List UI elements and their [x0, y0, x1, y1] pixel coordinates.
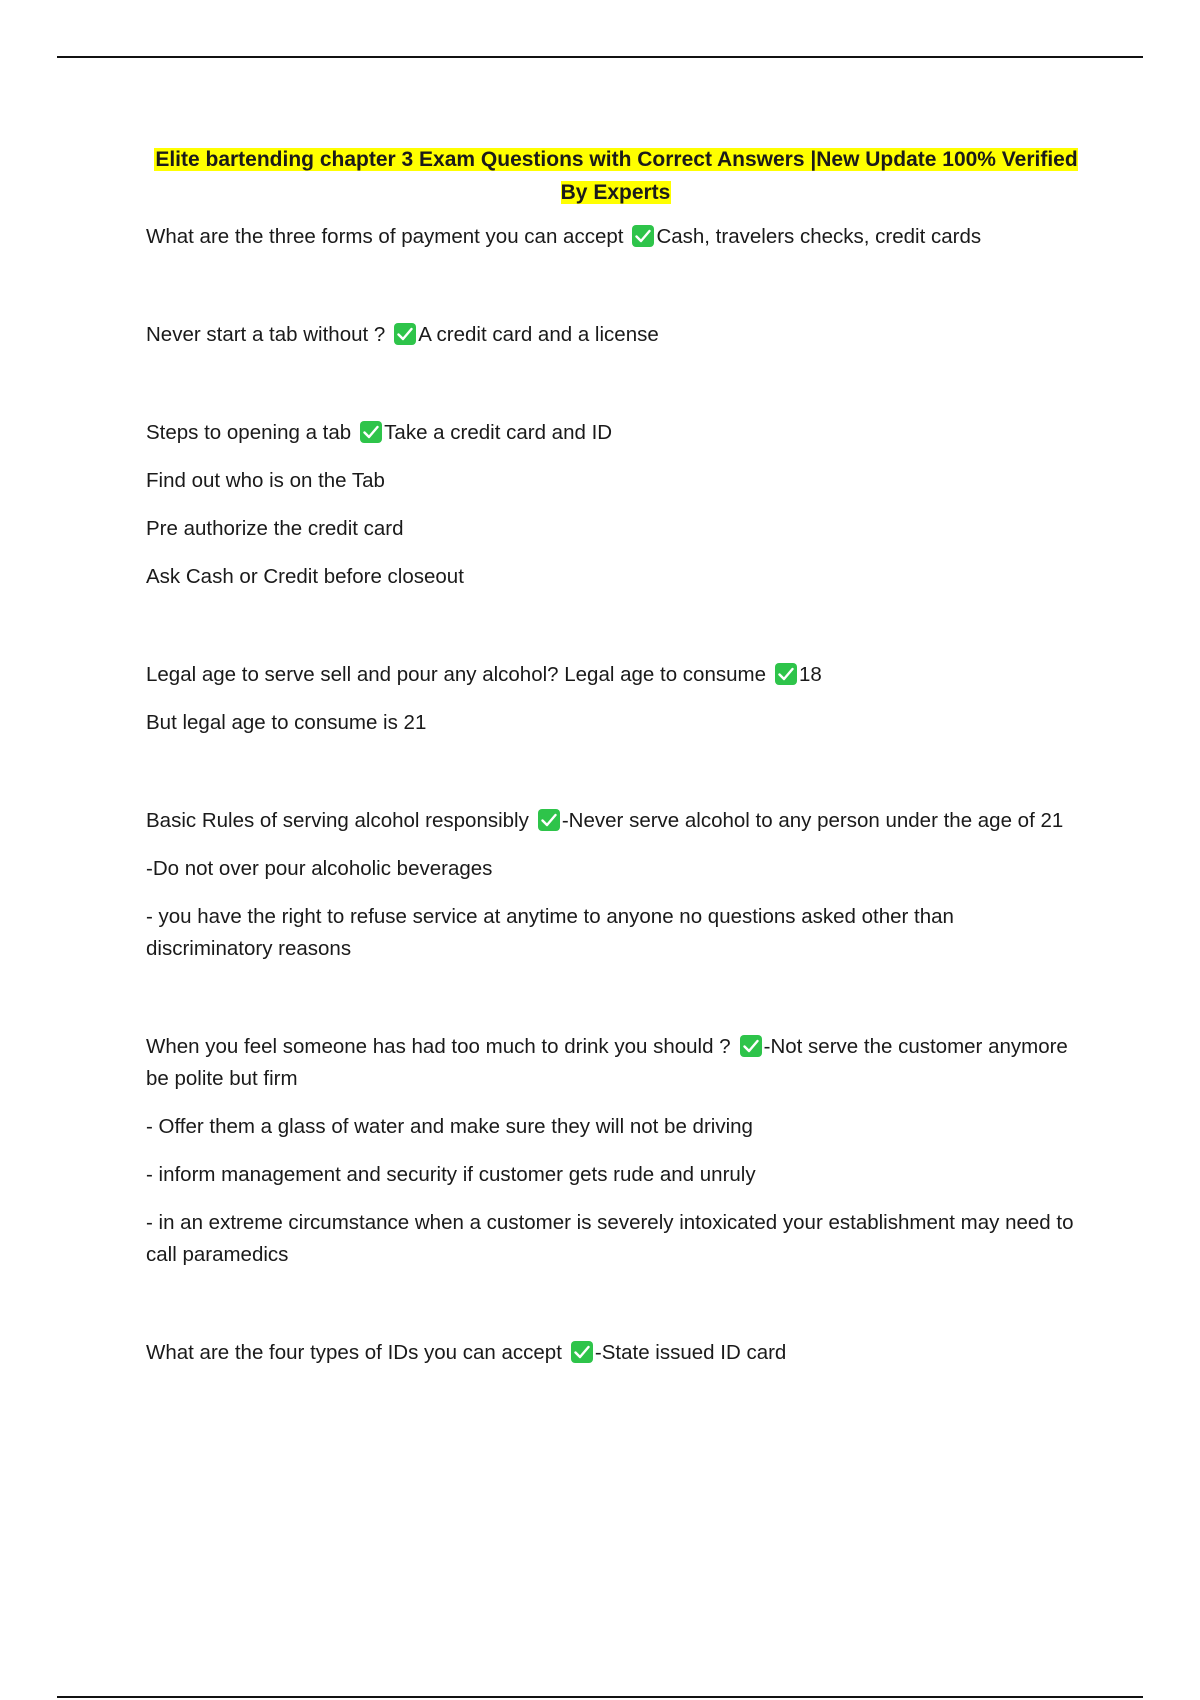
answer-detail-line: Ask Cash or Credit before closeout	[146, 565, 464, 588]
answer-text: -State issued ID card	[594, 1341, 787, 1364]
check-box-icon	[394, 323, 416, 345]
check-box-icon	[538, 809, 560, 831]
qa-item	[146, 319, 1086, 351]
qa-gap	[146, 367, 1086, 417]
question-line	[146, 1031, 1086, 1095]
check-box-icon	[360, 421, 382, 443]
answer-detail-line: - in an extreme circumstance when a customer is severely intoxicated your establishment may need to call paramedics	[146, 1211, 1074, 1266]
answer-detail-line: But legal age to consume is 21	[146, 711, 427, 734]
qa-item	[146, 1337, 1086, 1369]
question-text: What are the three forms of payment you can accept	[146, 225, 624, 248]
check-box-icon	[632, 225, 654, 247]
question-text: Steps to opening a tab	[146, 421, 352, 444]
question-line	[146, 417, 1086, 449]
qa-item	[146, 1031, 1086, 1271]
question-line	[146, 805, 1086, 837]
qa-gap	[146, 981, 1086, 1031]
answer-detail-line: - you have the right to refuse service at anytime to anyone no questions asked other than discriminatory reasons	[146, 905, 954, 960]
qa-list	[146, 221, 1086, 1369]
bottom-rule	[57, 1696, 1143, 1698]
answer-detail-line: -Do not over pour alcoholic beverages	[146, 857, 493, 880]
question-line	[146, 221, 1086, 253]
check-box-icon	[775, 663, 797, 685]
answer-detail-line: Find out who is on the Tab	[146, 469, 385, 492]
answer-text: A credit card and a license	[418, 323, 659, 346]
answer-text: -Never serve alcohol to any person under the age of 21	[561, 809, 1064, 832]
question-text: Basic Rules of serving alcohol responsibly	[146, 809, 529, 832]
qa-gap	[146, 1287, 1086, 1337]
question-text: What are the four types of IDs you can accept	[146, 1341, 562, 1364]
qa-gap	[146, 755, 1086, 805]
document-page	[146, 143, 1086, 1385]
page-title	[146, 143, 1086, 209]
question-line	[146, 659, 1086, 691]
highlighted-title-text: Elite bartending chapter 3 Exam Questions with Correct Answers |New Update 100% Verified By Experts	[155, 148, 1078, 204]
answer-text: -Not serve the customer anymore be polite but firm	[146, 1035, 1068, 1090]
check-box-icon	[740, 1035, 762, 1057]
question-text: When you feel someone has had too much to drink you should ?	[146, 1035, 731, 1058]
qa-gap	[146, 269, 1086, 319]
answer-text: 18	[799, 663, 822, 686]
check-box-icon	[571, 1341, 593, 1363]
qa-item	[146, 417, 1086, 593]
qa-item	[146, 221, 1086, 253]
qa-item	[146, 659, 1086, 739]
answer-detail-line: - Offer them a glass of water and make sure they will not be driving	[146, 1115, 753, 1138]
answer-text: Cash, travelers checks, credit cards	[656, 225, 982, 248]
question-text: Never start a tab without ?	[146, 323, 386, 346]
question-text: Legal age to serve sell and pour any alcohol? Legal age to consume	[146, 663, 766, 686]
qa-item	[146, 805, 1086, 965]
qa-gap	[146, 609, 1086, 659]
answer-detail-line: Pre authorize the credit card	[146, 517, 404, 540]
top-rule	[57, 56, 1143, 58]
question-line	[146, 319, 1086, 351]
question-line	[146, 1337, 1086, 1369]
answer-text: Take a credit card and ID	[384, 421, 613, 444]
answer-detail-line: - inform management and security if customer gets rude and unruly	[146, 1163, 756, 1186]
